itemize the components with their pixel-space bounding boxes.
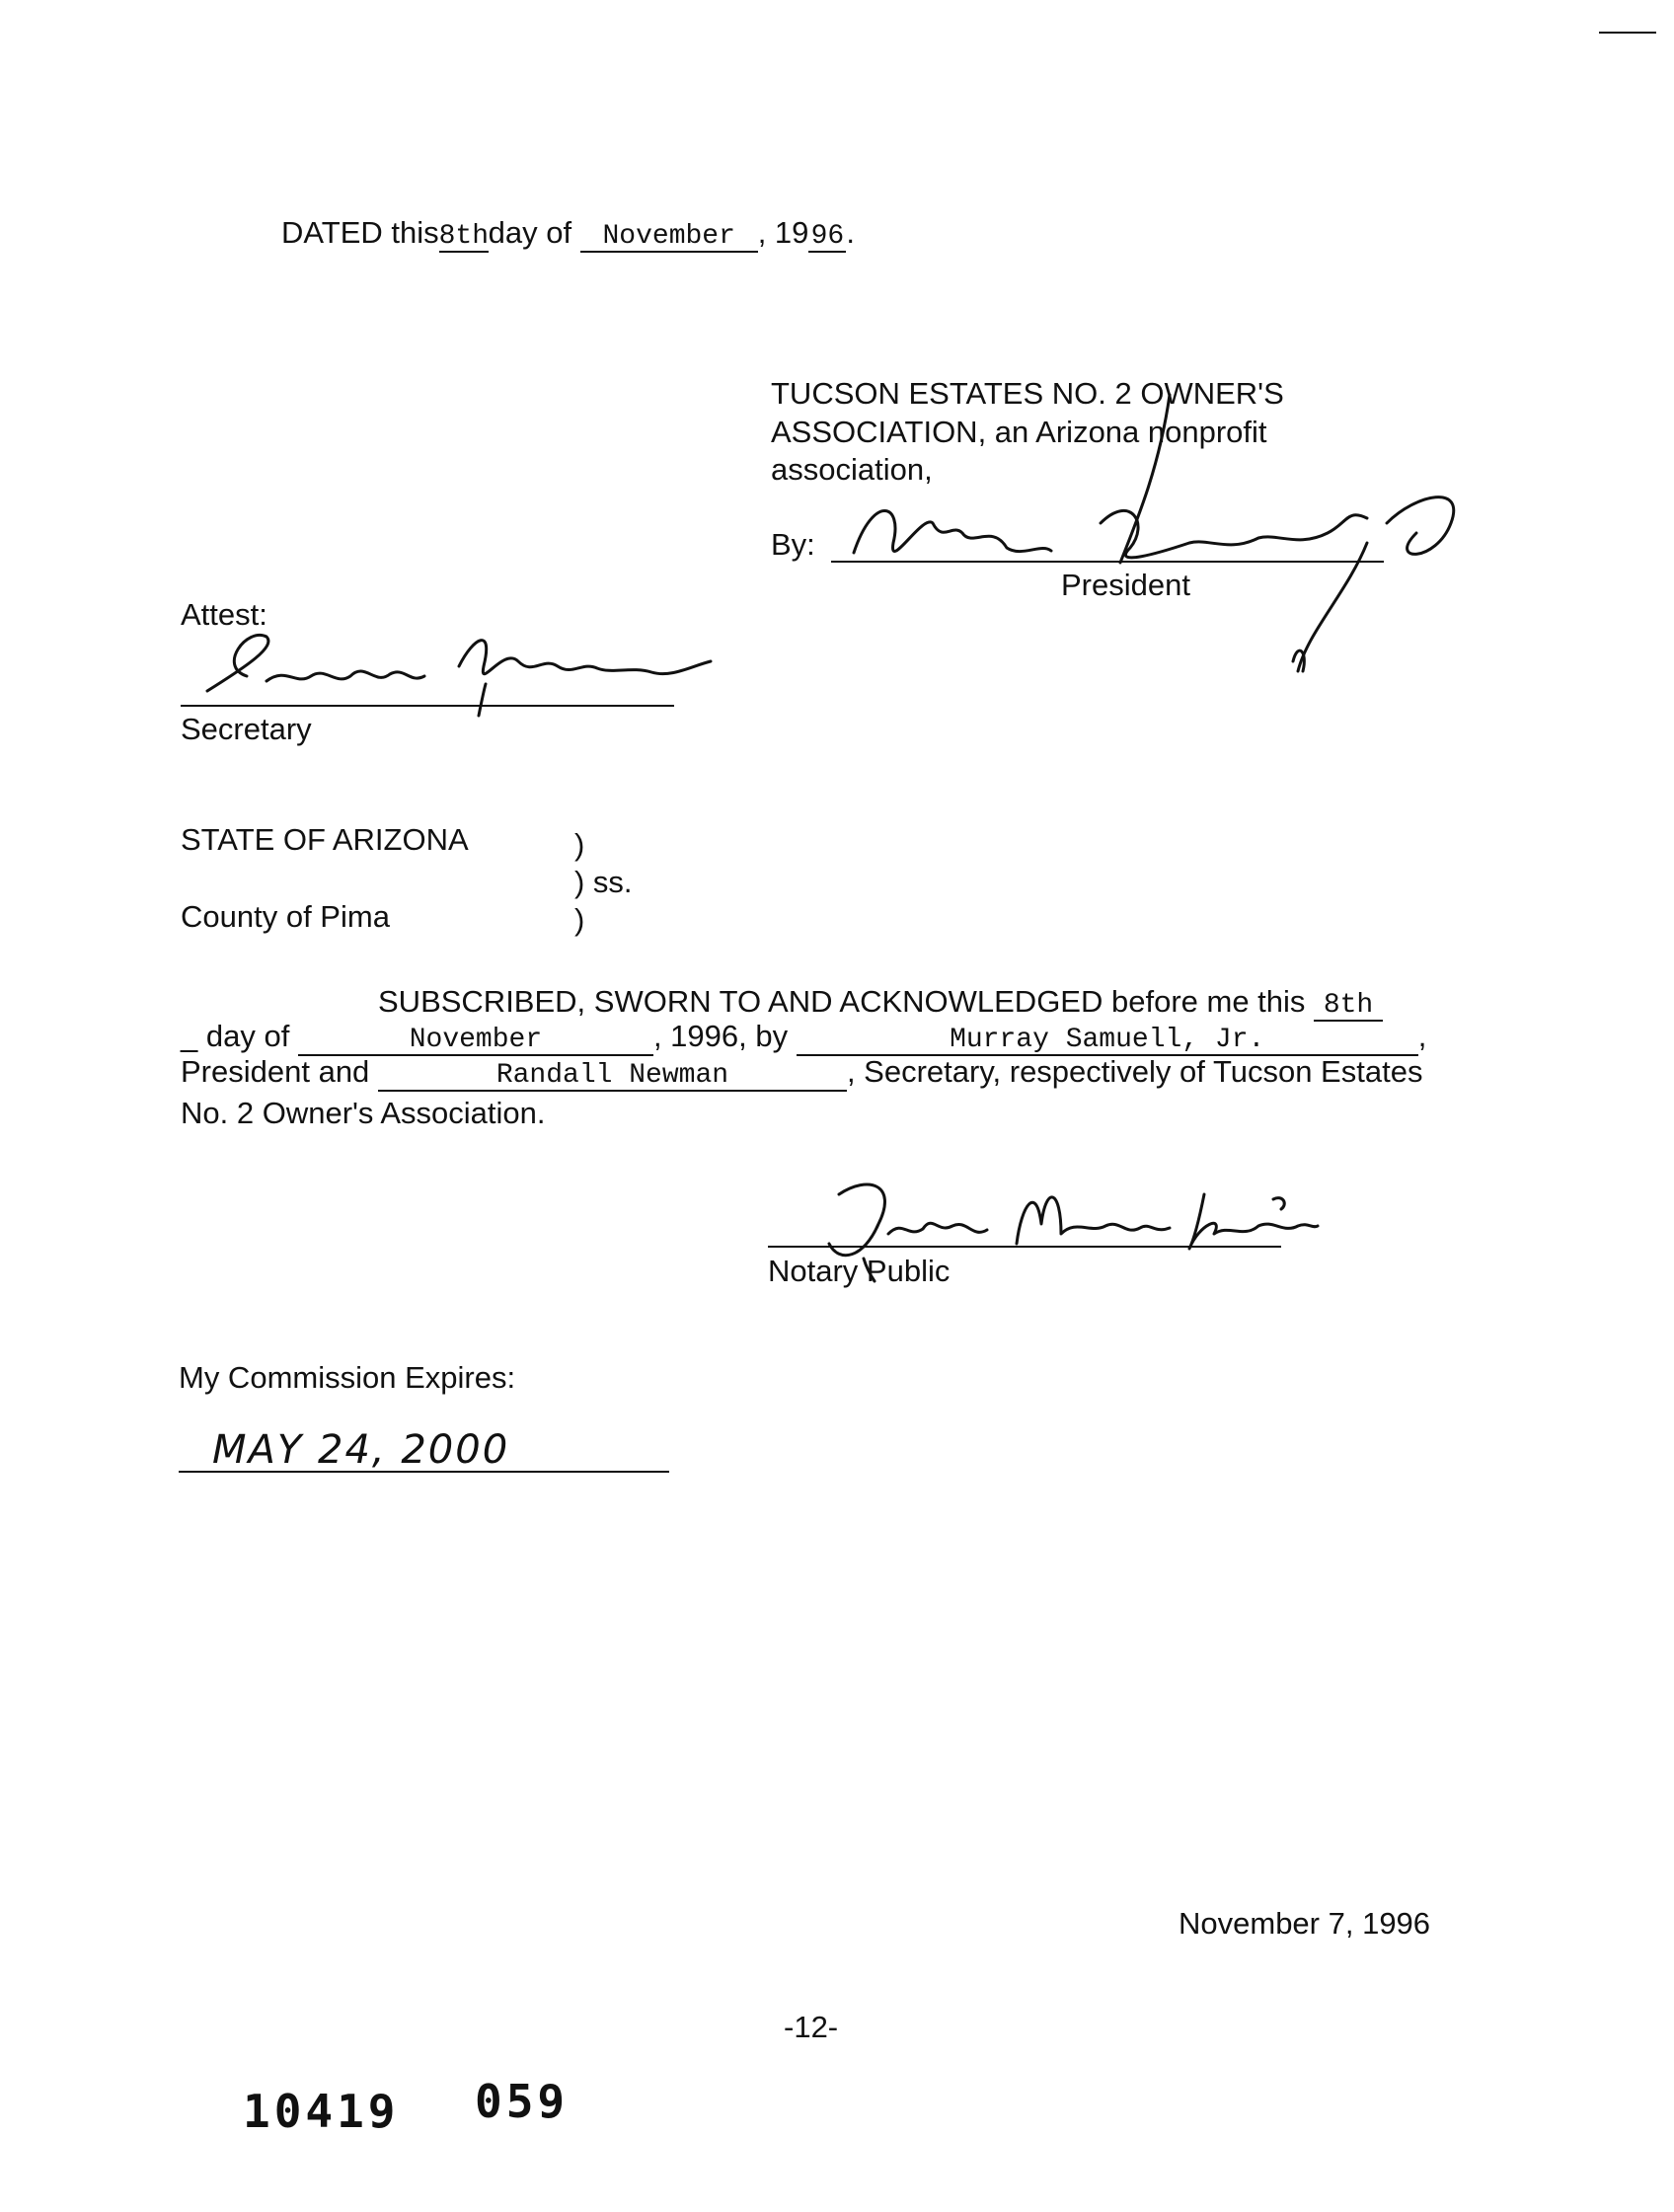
acknowledgment-tail: , Secretary, respectively of Tucson Estates	[846, 1054, 1423, 1089]
association-name-line-3: association,	[771, 452, 933, 487]
stamp-book-number: 10419	[243, 2085, 400, 2138]
acknowledgment-line-3	[181, 1054, 1422, 1092]
venue-ss: ) ss.	[574, 865, 633, 899]
secretary-title: Secretary	[181, 712, 312, 746]
dated-year-prefix: , 19	[757, 215, 809, 250]
by-label: By:	[771, 527, 815, 562]
acknowledgment-president-and: President and	[181, 1054, 370, 1089]
association-name-line-2: ASSOCIATION, an Arizona nonprofit	[771, 415, 1267, 449]
venue-paren-1: )	[574, 827, 585, 862]
stamp-page-number: 059	[475, 2075, 570, 2128]
acknowledgment-secretary-name-field: Randall Newman	[378, 1061, 847, 1092]
acknowledgment-text: SUBSCRIBED, SWORN TO AND ACKNOWLEDGED before me this	[378, 984, 1306, 1019]
dated-end: .	[846, 215, 856, 250]
dated-month-field: November	[580, 222, 758, 253]
association-name-line-1: TUCSON ESTATES NO. 2 OWNER'S	[771, 376, 1284, 411]
commission-date: MAY 24, 2000	[212, 1427, 510, 1473]
notary-signature	[809, 1165, 1323, 1283]
president-signature	[834, 375, 1485, 691]
dated-day-of: day of	[488, 215, 572, 250]
dated-day-field: 8th	[438, 221, 490, 252]
acknowledgment-day-field: 8th	[1314, 991, 1383, 1022]
dated-prefix: DATED this	[281, 215, 439, 250]
notary-title: Notary Public	[768, 1254, 951, 1288]
commission-date-line	[179, 1471, 669, 1473]
acknowledgment-line-1	[378, 984, 1383, 1022]
page-number: -12-	[784, 2010, 839, 2044]
dated-year-field: 96	[808, 222, 846, 253]
acknowledgment-month-field: November	[298, 1026, 653, 1056]
acknowledgment-president-name-field: Murray Samuell, Jr.	[797, 1026, 1418, 1056]
acknowledgment-line-4: No. 2 Owner's Association.	[181, 1096, 546, 1130]
attest-label: Attest:	[181, 597, 267, 632]
commission-label: My Commission Expires:	[179, 1360, 516, 1395]
venue-county: County of Pima	[181, 899, 390, 934]
venue-paren-2: )	[574, 902, 585, 937]
secretary-signature	[188, 607, 721, 735]
acknowledgment-year-by: , 1996, by	[652, 1019, 789, 1053]
scan-mark	[1599, 32, 1656, 34]
president-title: President	[1061, 568, 1190, 602]
acknowledgment-comma: ,	[1417, 1019, 1427, 1053]
dated-line	[281, 215, 855, 253]
acknowledgment-day-of: _ day of	[181, 1019, 290, 1053]
venue-state: STATE OF ARIZONA	[181, 822, 469, 857]
footer-date: November 7, 1996	[1179, 1906, 1431, 1941]
acknowledgment-line-2	[181, 1019, 1426, 1056]
